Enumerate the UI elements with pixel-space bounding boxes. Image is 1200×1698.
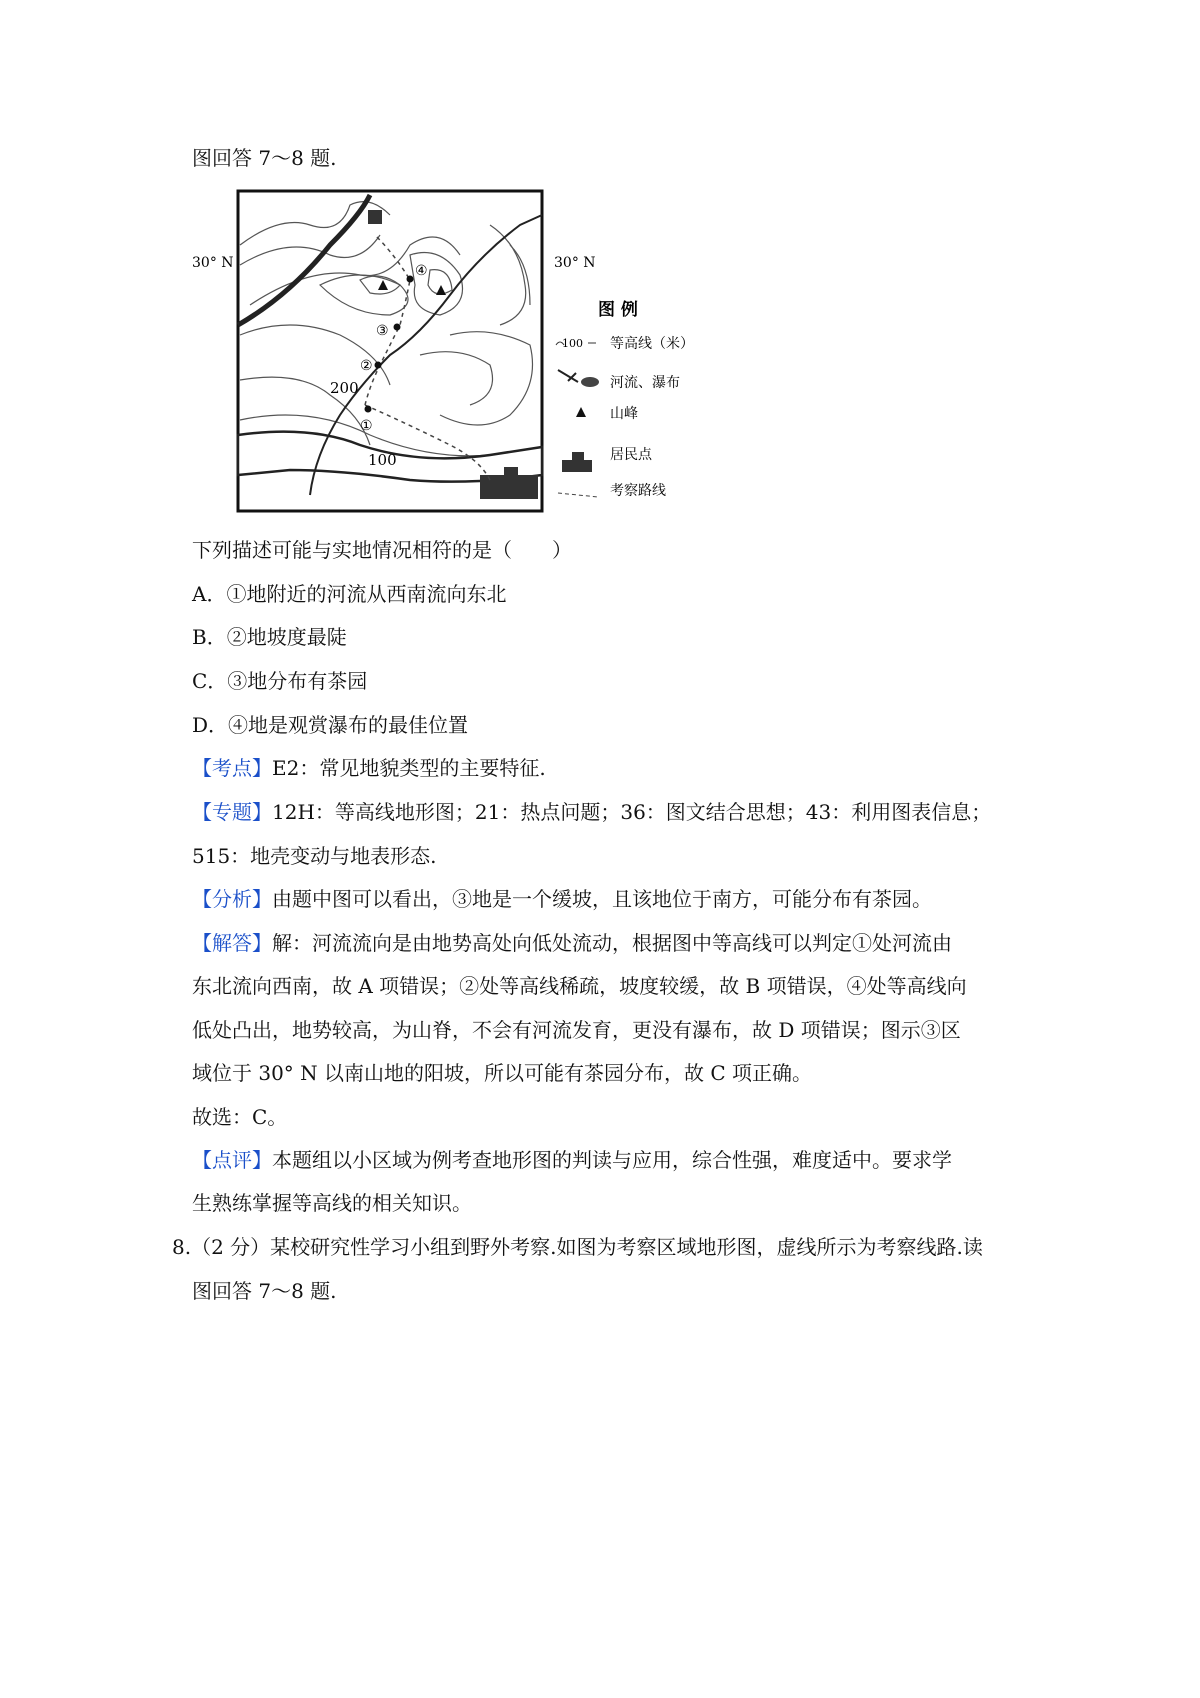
kaodian-line (192, 754, 546, 782)
legend-item-peak: 山峰 (610, 406, 638, 422)
jieda-text-4: 域位于 30° N 以南山地的阳坡，所以可能有茶园分布，故 C 项正确。 (192, 1061, 813, 1085)
kaodian-text: E2：常见地貌类型的主要特征. (272, 756, 546, 780)
point-label-2: ② (360, 358, 373, 374)
settlement-north (368, 210, 382, 224)
legend-item-settlement: 居民点 (610, 447, 652, 463)
contour-label-100: 100 (368, 451, 397, 469)
zhuanti-text-1: 12H：等高线地形图；21：热点问题；36：图文结合思想；43：利用图表信息； (272, 800, 992, 824)
answer-line: 故选：C。 (192, 1105, 288, 1129)
option-a: A．①地附近的河流从西南流向东北 (192, 582, 507, 606)
route-point-1 (365, 406, 372, 413)
fenxi-tag: 【分析】 (192, 887, 272, 911)
zhuanti-tag: 【专题】 (192, 800, 272, 824)
point-label-3: ③ (376, 323, 389, 339)
next-question-line-2: 图回答 7～8 题. (192, 1279, 337, 1303)
legend-item-contour: 等高线（米） (610, 336, 694, 352)
option-c: C．③地分布有茶园 (192, 669, 368, 693)
legend-title: 图 例 (598, 300, 638, 320)
legend-item-route: 考察路线 (610, 483, 666, 499)
jieda-line (192, 929, 952, 957)
legend-waterfall-icon (581, 377, 599, 387)
zhuanti-line (192, 798, 991, 826)
dianping-tag: 【点评】 (192, 1148, 272, 1172)
legend-contour-value: 100 (562, 337, 583, 350)
contour-label-200: 200 (330, 379, 359, 397)
route-point-4 (407, 276, 414, 283)
dianping-text-2: 生熟练掌握等高线的相关知识。 (192, 1191, 472, 1215)
jieda-text-3: 低处凸出，地势较高，为山脊，不会有河流发育，更没有瀑布，故 D 项错误；图示③区 (192, 1018, 961, 1042)
intro-tail: 图回答 7～8 题. (192, 146, 337, 170)
zhuanti-text-2: 515：地壳变动与地表形态. (192, 844, 437, 868)
next-question-line-1: 8.（2 分）某校研究性学习小组到野外考察.如图为考察区域地形图，虚线所示为考察线路.读 (172, 1235, 983, 1259)
legend-river-waterfall-symbol (558, 370, 578, 382)
legend-settlement-icon (562, 452, 592, 472)
legend-item-river: 河流、瀑布 (610, 375, 680, 391)
legend-route-symbol (558, 493, 598, 497)
option-b: B．②地坡度最陡 (192, 625, 347, 649)
dianping-text-1: 本题组以小区域为例考查地形图的判读与应用，综合性强，难度适中。要求学 (272, 1148, 952, 1172)
point-label-1: ① (360, 418, 373, 434)
point-label-4: ④ (415, 263, 428, 279)
latitude-label-right: 30° N (554, 255, 596, 271)
latitude-label-left: 30° N (192, 255, 234, 271)
kaodian-tag: 【考点】 (192, 756, 272, 780)
jieda-tag: 【解答】 (192, 931, 272, 955)
fenxi-line (192, 885, 932, 913)
fenxi-text: 由题中图可以看出，③地是一个缓坡，且该地位于南方，可能分布有茶园。 (272, 887, 932, 911)
jieda-text-1: 解：河流流向是由地势高处向低处流动，根据图中等高线可以判定①处河流由 (272, 931, 952, 955)
route-point-2 (375, 362, 382, 369)
question-stem: 下列描述可能与实地情况相符的是（ ） (192, 538, 572, 562)
dianping-line (192, 1146, 952, 1174)
legend-peak-icon (576, 407, 586, 417)
jieda-text-2: 东北流向西南，故 A 项错误；②处等高线稀疏，坡度较缓，故 B 项错误，④处等高线向 (192, 974, 967, 998)
contour-map-figure (190, 185, 750, 555)
option-d: D．④地是观赏瀑布的最佳位置 (192, 713, 469, 737)
route-point-3 (394, 324, 401, 331)
